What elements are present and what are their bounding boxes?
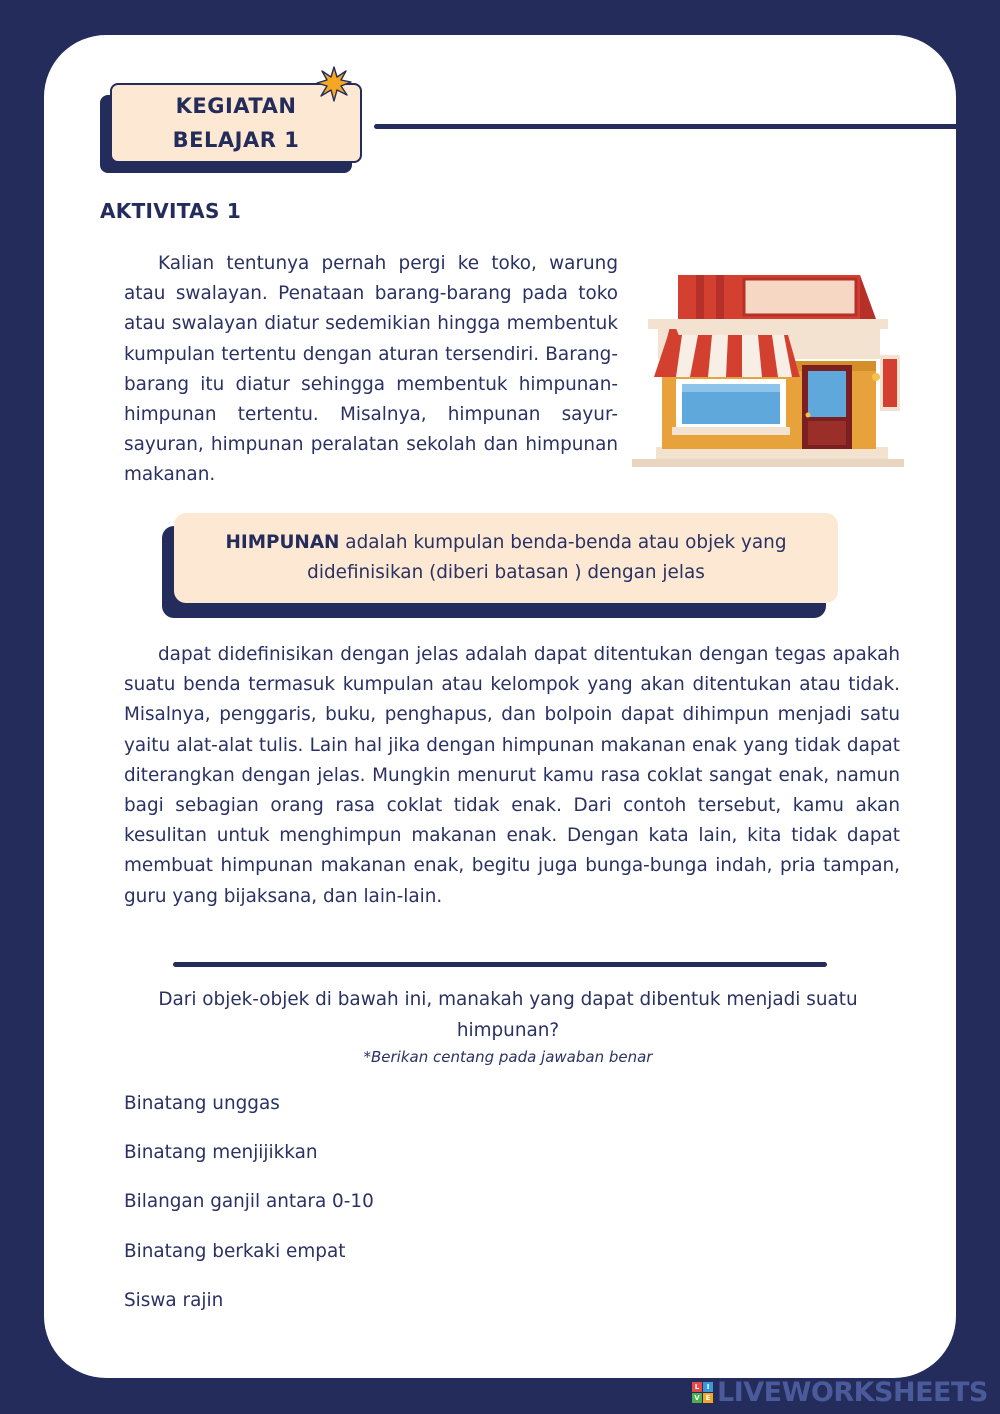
answer-option-3[interactable]: Bilangan ganjil antara 0-10 (124, 1191, 374, 1212)
answer-option-1[interactable]: Binatang unggas (124, 1093, 280, 1114)
shop-illustration (632, 269, 904, 469)
exercise-question: Dari objek-objek di bawah ini, manakah yang dapat dibentuk menjadi suatu himpunan? (158, 989, 858, 1041)
badge-line-1: KEGIATAN (175, 94, 297, 118)
liveworksheets-logo (692, 1382, 713, 1403)
exercise-hint: *Berikan centang pada jawaban benar (363, 1048, 653, 1066)
liveworksheets-footer (692, 1377, 988, 1408)
definition-box (174, 513, 838, 603)
logo-letter-i: I (703, 1382, 713, 1392)
badge-line-2: BELAJAR 1 (172, 128, 300, 152)
answer-option-4[interactable]: Binatang berkaki empat (124, 1241, 346, 1262)
logo-letter-v: V (692, 1393, 702, 1403)
logo-letter-e: E (703, 1393, 713, 1403)
logo-letter-l: L (692, 1382, 702, 1392)
answer-option-5[interactable]: Siswa rajin (124, 1290, 224, 1311)
intro-paragraph: Kalian tentunya pernah pergi ke toko, warung atau swalayan. Penataan barang-barang pada toko atau swalayan diatur sedemikian hingga membentuk kumpulan tertentu dengan aturan tersendiri. Barang-barang itu diatur sehingga membentuk himpunan-himpunan tertentu. Misalnya, himpunan sayur-sayuran, himpunan peralatan sekolah dan himpunan makanan. (124, 253, 618, 486)
answer-option-2[interactable]: Binatang menjijikkan (124, 1142, 318, 1163)
liveworksheets-brand: LIVEWORKSHEETS (717, 1377, 988, 1408)
worksheet-page (44, 35, 956, 1378)
definition-term: HIMPUNAN (225, 532, 340, 553)
header-line (374, 124, 956, 129)
section-divider (173, 962, 827, 967)
definition-text: adalah kumpulan benda-benda atau objek yang didefinisikan (diberi batasan ) dengan jelas (307, 532, 787, 583)
star-icon (316, 66, 352, 102)
explanation-paragraph: dapat didefinisikan dengan jelas adalah dapat ditentukan dengan tegas apakah suatu benda termasuk kumpulan atau kelompok yang akan ditentukan atau tidak. Misalnya, penggaris, buku, penghapus, dan bolpoin dapat dihimpun menjadi satu yaitu alat-alat tulis. Lain hal jika dengan himpunan makanan enak yang tidak dapat diterangkan dengan jelas. Mungkin menurut kamu rasa coklat sangat enak, namun bagi sebagian orang rasa coklat tidak enak. Dari contoh tersebut, kamu akan kesulitan untuk menghimpun makanan enak. Dengan kata lain, kita tidak dapat membuat himpunan makanan enak, begitu juga bunga-bunga indah, pria tampan, guru yang bijaksana, dan lain-lain. (124, 644, 900, 907)
section-title: AKTIVITAS 1 (100, 199, 242, 223)
